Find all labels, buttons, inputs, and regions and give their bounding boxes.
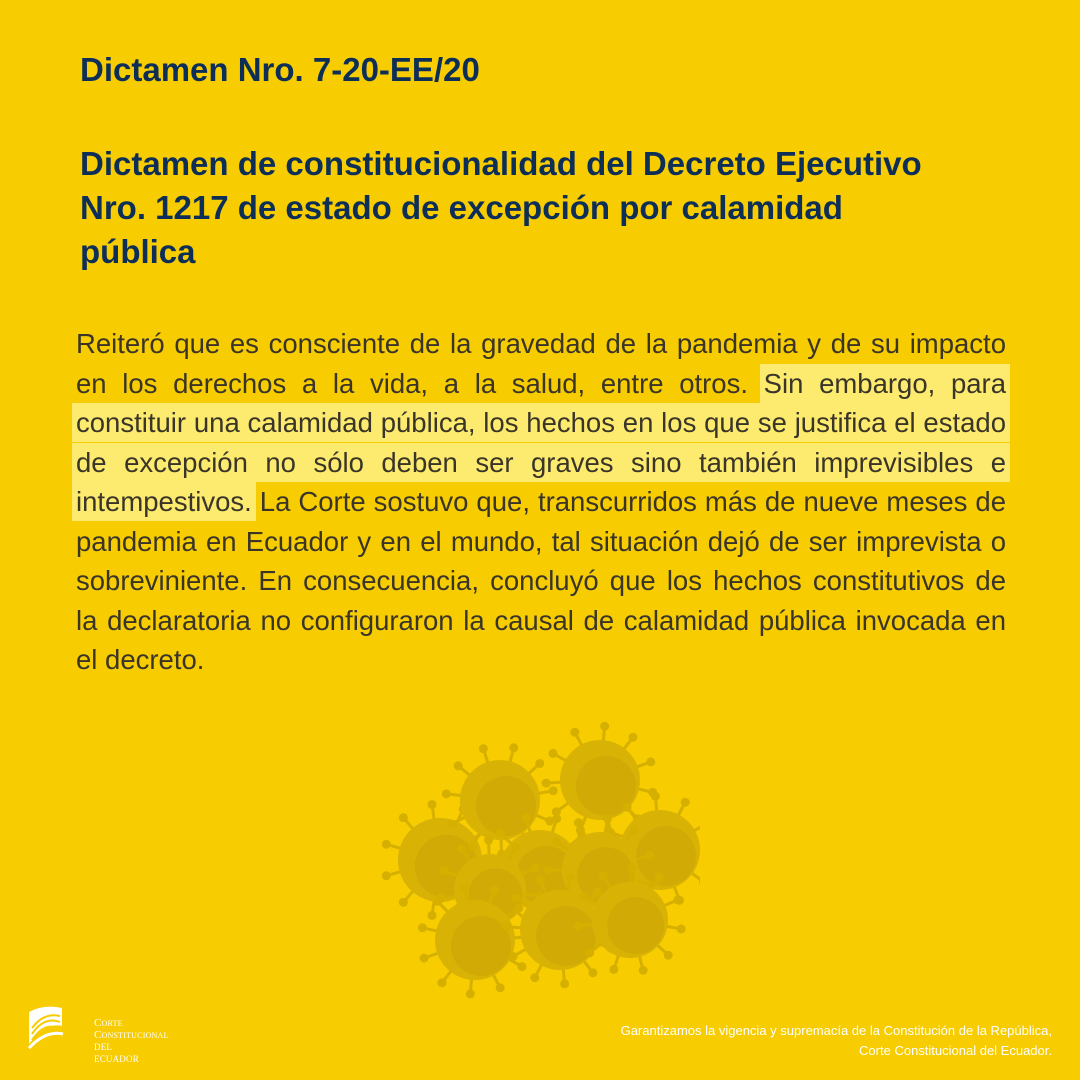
logo-line-2: Constitucional [94, 1029, 169, 1041]
dictamen-number: Dictamen Nro. 7-20-EE/20 [80, 51, 480, 88]
footer-line-1: Garantizamos la vigencia y supremacía de la Constitución de la República, [620, 1023, 1052, 1038]
highlighted-text: Sin embargo, para constituir una calamidad pública, los hechos en los que se justifica el estado de excepción no sólo deben ser graves sino también imprevisibles e intempestivos. [76, 367, 1006, 517]
footer-tagline [621, 1021, 1052, 1061]
footer-line-2: Corte Constitucional del Ecuador. [859, 1043, 1052, 1058]
dictamen-title: Dictamen de constitucionalidad del Decreto Ejecutivo Nro. 1217 de estado de excepción por calamidad pública [80, 145, 922, 270]
logo-line-1: Corte [94, 1017, 123, 1029]
body-text-conclusion: La Corte sostuvo que, transcurridos más de nueve meses de pandemia en Ecuador y en el mundo, tal situación dejó de ser imprevista o sobreviniente. En consecuencia, concluyó que los hechos constitutivos de la declaratoria no configuraron la causal de calamidad pública invocada en el decreto. [76, 486, 1007, 675]
virus-cluster-icon [360, 720, 700, 1000]
body-text-intro: Reiteró que es consciente de la gravedad de la pandemia y de su impacto en los derechos a la vida, a la salud, entre otros. [76, 328, 1006, 399]
court-logo-icon [26, 1000, 66, 1058]
logo-line-3: DEL ECUADOR [94, 1042, 139, 1064]
body-paragraph [76, 324, 1006, 680]
